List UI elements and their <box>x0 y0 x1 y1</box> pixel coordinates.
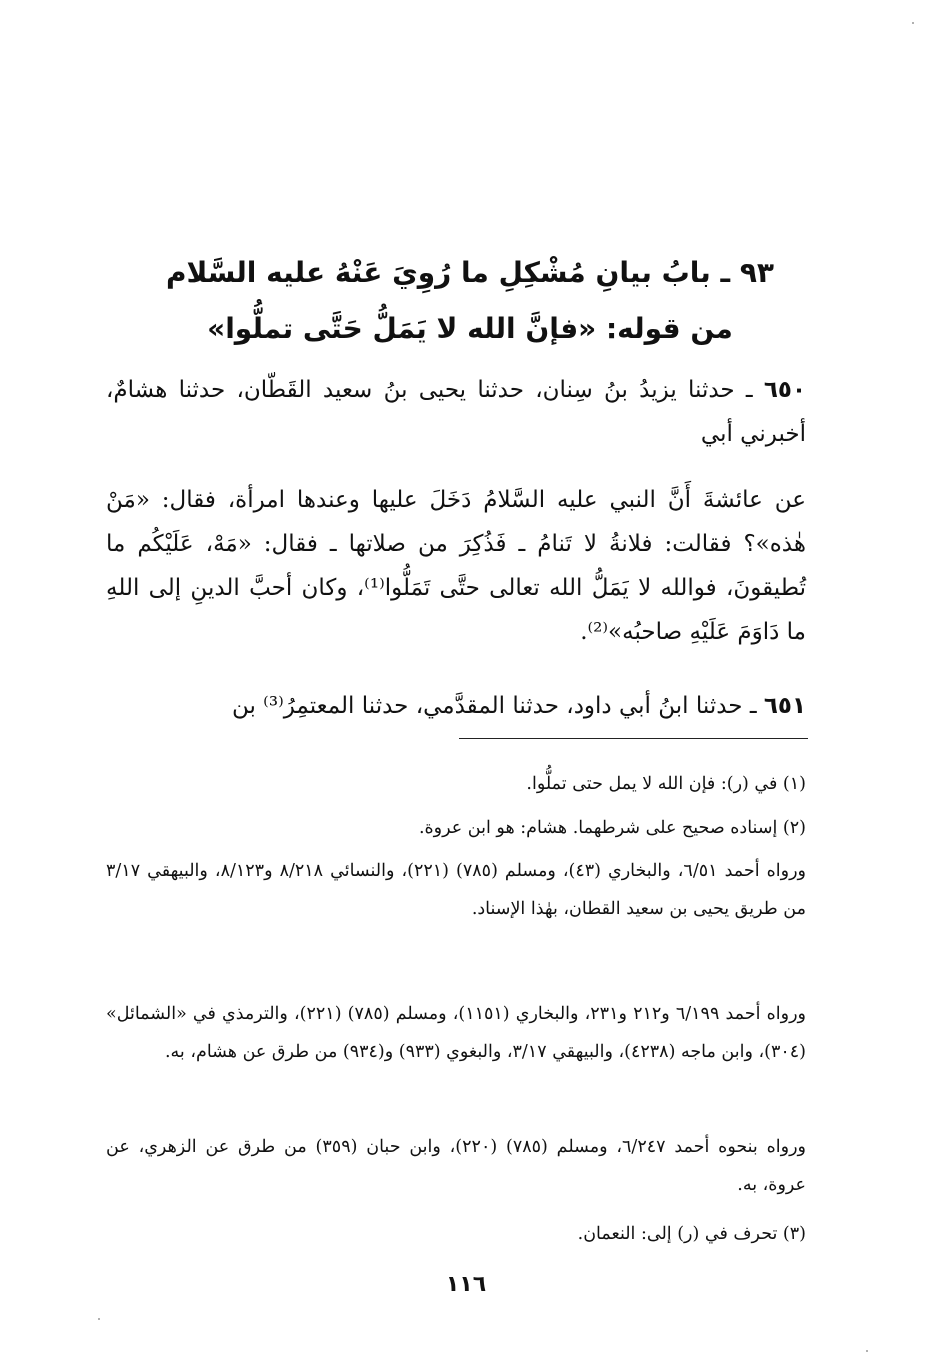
hadith-651-number: ٦٥١ <box>763 693 806 719</box>
footnote-separator <box>459 738 808 739</box>
footnote-2-source-1: ورواه أحمد ٦/٥١، والبخاري (٤٣)، ومسلم (٧٨٥) (٢٢١)، والنسائي ٨/٢١٨ و٨/١٢٣، والبيهقي ٣/١٧ من طريق يحيى بن سعيد القطان، بهٰذا الإسناد. <box>106 861 806 919</box>
hadith-650-isnad-text: ـ حدثنا يزيدُ بنُ سِنان، حدثنا يحيى بنُ سعيد القَطّان، حدثنا هشامٌ، أخبرني أبي <box>106 377 806 447</box>
page-number: ١١٦ <box>445 1272 487 1297</box>
scan-speck <box>912 22 914 24</box>
footnote-2: (٢) إسناده صحيح على شرطهما. هشام: هو ابن عروة. <box>418 818 806 838</box>
footnote-2-source-2: ورواه أحمد ٦/١٩٩ و٢١٢ و٢٣١، والبخاري (١١٥١)، ومسلم (٧٨٥) (٢٢١)، والترمذي في «الشمائل» (٣٠٤)، وابن ماجه (٤٢٣٨)، والبيهقي ٣/١٧، والبغوي (٩٣٣) و(٩٣٤) من طرق عن هشام، به. <box>106 1004 807 1062</box>
hadith-650-matn: عن عائشةَ أَنَّ النبي عليه السَّلامُ دَخَلَ عليها وعندها امرأة، فقال: «مَنْ هٰذه»؟ فقالت: فلانةُ لا تَنامُ ـ فَذُكِرَ من صلاتها ـ فقال: «مَهْ، عَلَيْكُم ما تُطيقونَ، فوالله لا يَمَلُّ الله تعالى حتَّى تَمَلُّوا⁽¹⁾، وكان أحبَّ الدينِ إلى اللهِ ما دَاوَمَ عَلَيْهِ صاحبُه»⁽²⁾. <box>106 487 806 645</box>
chapter-title-line-1: ٩٣ ـ بابُ بيانِ مُشْكِلِ ما رُوِيَ عَنْهُ عليه السَّلام <box>165 256 775 289</box>
scan-speck <box>866 1350 868 1352</box>
scan-speck <box>98 1318 100 1320</box>
hadith-650-isnad <box>106 368 806 456</box>
hadith-651 <box>106 684 806 728</box>
chapter-title-line-2: من قوله: «فإنَّ الله لا يَمَلُّ حَتَّى تملُّوا» <box>207 312 733 345</box>
footnote-2-source-3: ورواه بنحوه أحمد ٦/٢٤٧، ومسلم (٧٨٥) (٢٢٠)، وابن حبان (٣٥٩) من طرق عن الزهري، عن عروة، به. <box>106 1137 807 1195</box>
hadith-651-text: ـ حدثنا ابنُ أبي داود، حدثنا المقدَّمي، حدثنا المعتمِرُ⁽³⁾ بن <box>231 693 764 719</box>
footnote-1: (١) في (ر): فإن الله لا يمل حتى تملُّوا. <box>526 774 806 794</box>
footnote-3: (٣) تحرف في (ر) إلى: النعمان. <box>577 1224 806 1244</box>
hadith-650-number: ٦٥٠ <box>763 377 806 403</box>
